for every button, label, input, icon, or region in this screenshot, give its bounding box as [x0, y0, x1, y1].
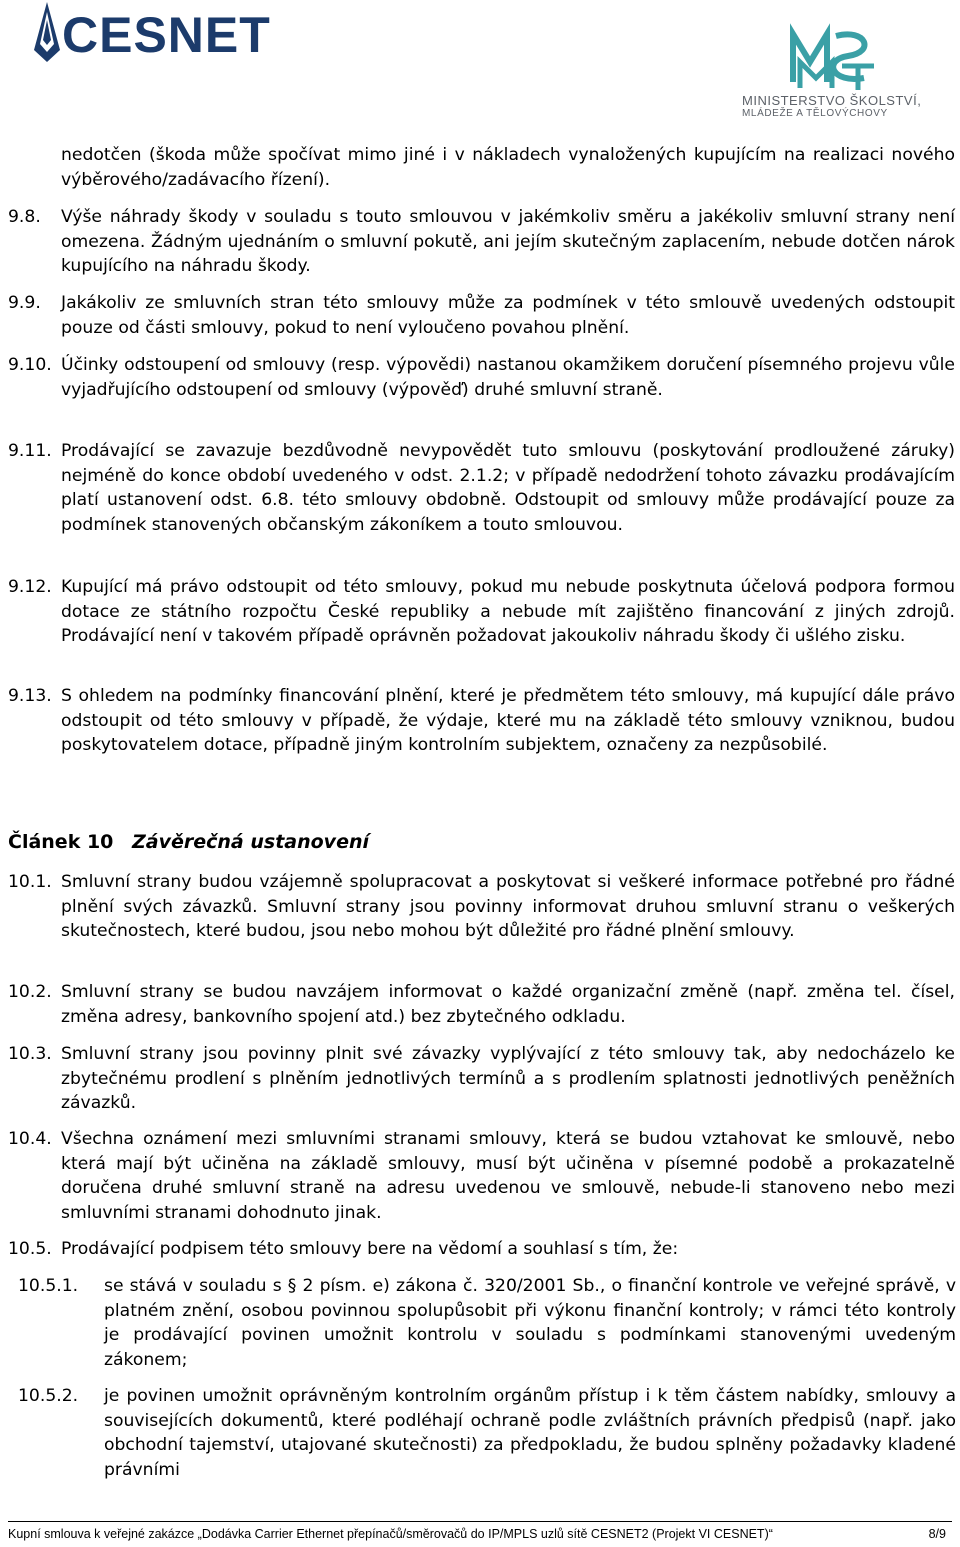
paragraph-text: Prodávající se zavazuje bezdůvodně nevypovědět tuto smlouvu (poskytování prodloužené záruky) nejméně do konce období uvedeného v odst. 2.1.2; v případě nedodržení tohoto závazku prodávajícím platí ustanovení odst. 6.8. této smlouvy obdobně. Odstoupit od smlouvy může prodávající pouze za podmínek stanovených občanským zákoníkem a touto smlouvou. [61, 441, 955, 535]
msmt-line1: MINISTERSTVO ŠKOLSTVÍ, [742, 93, 922, 108]
paragraph-text: Výše náhrady škody v souladu s touto smlouvou v jakémkoliv směru a jakékoliv smluvní strany není omezena. Žádným ujednáním o smluvní pokutě, ani jejím skutečným zaplacením, nebude dotčen nárok kupujícího na náhradu škody. [61, 207, 955, 276]
paragraph-10-5 [8, 1237, 956, 1263]
paragraph-text: S ohledem na podmínky financování plnění, které je předmětem této smlouvy, má kupující dále právo odstoupit od této smlouvy v případě, že výdaje, které mu na základě této smlouvy vzniknou, budou poskytovatelem dotace, případně jiným kontrolním subjektem, označeny za nezpůsobilé. [61, 686, 955, 755]
article-heading [8, 831, 369, 853]
article-number: Článek 10 [8, 831, 114, 853]
cesnet-logo-mark [30, 0, 64, 64]
paragraph-number: 9.12. [8, 577, 52, 597]
paragraph-number: 10.5.2. [18, 1386, 79, 1406]
paragraph-number: 10.3. [8, 1044, 52, 1064]
paragraph-text: Jakákoliv ze smluvních stran této smlouvy může za podmínek v této smlouvě uvedených odstoupit pouze od části smlouvy, pokud to není vyloučeno povahou plnění. [61, 293, 955, 338]
paragraph-number: 9.8. [8, 207, 41, 227]
paragraph-text: nedotčen (škoda může spočívat mimo jiné i v nákladech vynaložených kupujícím na realizaci nového výběrového/zadávacího řízení). [61, 145, 955, 190]
paragraph-text: Všechna oznámení mezi smluvními stranami smlouvy, která se budou vztahovat ke smlouvě, nebo která mají být učiněna na základě smlouvy, musí být učiněna v písemné podobě a prokazatelně doručena druhé smluvní straně na adresu uvedenou ve smlouvě, nebude-li stanoveno nebo mezi smluvními stranami dohodnuto jinak. [61, 1129, 955, 1223]
footer-text: Kupní smlouva k veřejné zakázce „Dodávka Carrier Ethernet přepínačů/směrovačů do IP/MPLS uzlů sítě CESNET2 (Projekt VI CESNET)“ [8, 1527, 773, 1541]
paragraph-text: Smluvní strany budou vzájemně spolupracovat a poskytovat si veškeré informace potřebné pro řádné plnění svých závazků. Smluvní strany jsou povinny informovat druhou smluvní stranu o veškerých skutečnostech, které budou, jsou nebo mohou být důležité pro řádné plnění smlouvy. [61, 872, 955, 941]
paragraph-text: Smluvní strany se budou navzájem informovat o každé organizační změně (např. změna tel. čísel, změna adresy, bankovního spojení atd.) bez zbytečného odkladu. [61, 982, 955, 1027]
paragraph [8, 143, 956, 193]
paragraph-9-12 [8, 575, 956, 675]
page-number: 8/9 [928, 1527, 946, 1541]
paragraph-9-8 [8, 205, 956, 280]
article-title: Závěrečná ustanovení [132, 831, 369, 853]
paragraph-number: 9.13. [8, 686, 52, 706]
paragraph-text: Účinky odstoupení od smlouvy (resp. výpovědi) nastanou okamžikem doručení písemného projevu vůle vyjadřujícího odstoupení od smlouvy (výpověď) druhé smluvní straně. [61, 355, 955, 400]
msmt-line2: MLÁDEŽE A TĚLOVÝCHOVY [742, 108, 888, 119]
paragraph-number: 10.5. [8, 1239, 52, 1259]
paragraph-9-13 [8, 684, 956, 784]
paragraph-9-11 [8, 439, 956, 563]
paragraph-10-3 [8, 1042, 956, 1117]
paragraph-text: je povinen umožnit oprávněným kontrolním orgánům přístup i k těm částem nabídky, smlouvy a souvisejících dokumentů, které podléhají ochraně podle zvláštních právních předpisů (např. jako obchodní tajemství, utajované skutečnosti) za předpokladu, že budou splněny požadavky kladené právními [104, 1386, 956, 1480]
paragraph-text: Prodávající podpisem této smlouvy bere na vědomí a souhlasí s tím, že: [61, 1239, 679, 1259]
paragraph-text: Kupující má právo odstoupit od této smlouvy, pokud mu nebude poskytnuta účelová podpora formou dotace ze státního rozpočtu České republiky a nebude mít zajištěno financování z jiných zdrojů. Prodávající není v takovém případě oprávněn požadovat jakoukoliv náhradu škody či ušlého zisku. [61, 577, 955, 646]
paragraph-text: se stává v souladu s § 2 písm. e) zákona č. 320/2001 Sb., o finanční kontrole ve veřejné správě, v platném znění, osobou povinnou spolupůsobit při výkonu finanční kontroly; v rámci této kontroly je prodávající povinen umožnit kontrolu v souladu s podmínkami stanovenými uvedeným zákonem; [104, 1276, 956, 1370]
paragraph-number: 9.10. [8, 355, 52, 375]
paragraph-10-2 [8, 980, 956, 1030]
paragraph-10-5-2 [18, 1384, 956, 1484]
footer-divider [8, 1521, 952, 1522]
paragraph-number: 10.4. [8, 1129, 52, 1149]
paragraph-text: Smluvní strany jsou povinny plnit své závazky vyplývající z této smlouvy tak, aby nedocházelo ke zbytečnému prodlení s plněním jednotlivých termínů a s prodlením splatnosti jednotlivých peněžních závazků. [61, 1044, 955, 1113]
paragraph-number: 10.1. [8, 872, 52, 892]
paragraph-number: 10.2. [8, 982, 52, 1002]
cesnet-logo-text: CESNET [62, 7, 271, 63]
paragraph-number: 9.9. [8, 293, 41, 313]
page-header [0, 0, 960, 125]
paragraph-10-5-1 [18, 1274, 956, 1374]
paragraph-number: 9.11. [8, 441, 52, 461]
paragraph-number: 10.5.1. [18, 1276, 79, 1296]
paragraph-10-4 [8, 1127, 956, 1227]
paragraph-9-9 [8, 291, 956, 341]
paragraph-9-10 [8, 353, 956, 428]
paragraph-10-1 [8, 870, 956, 970]
